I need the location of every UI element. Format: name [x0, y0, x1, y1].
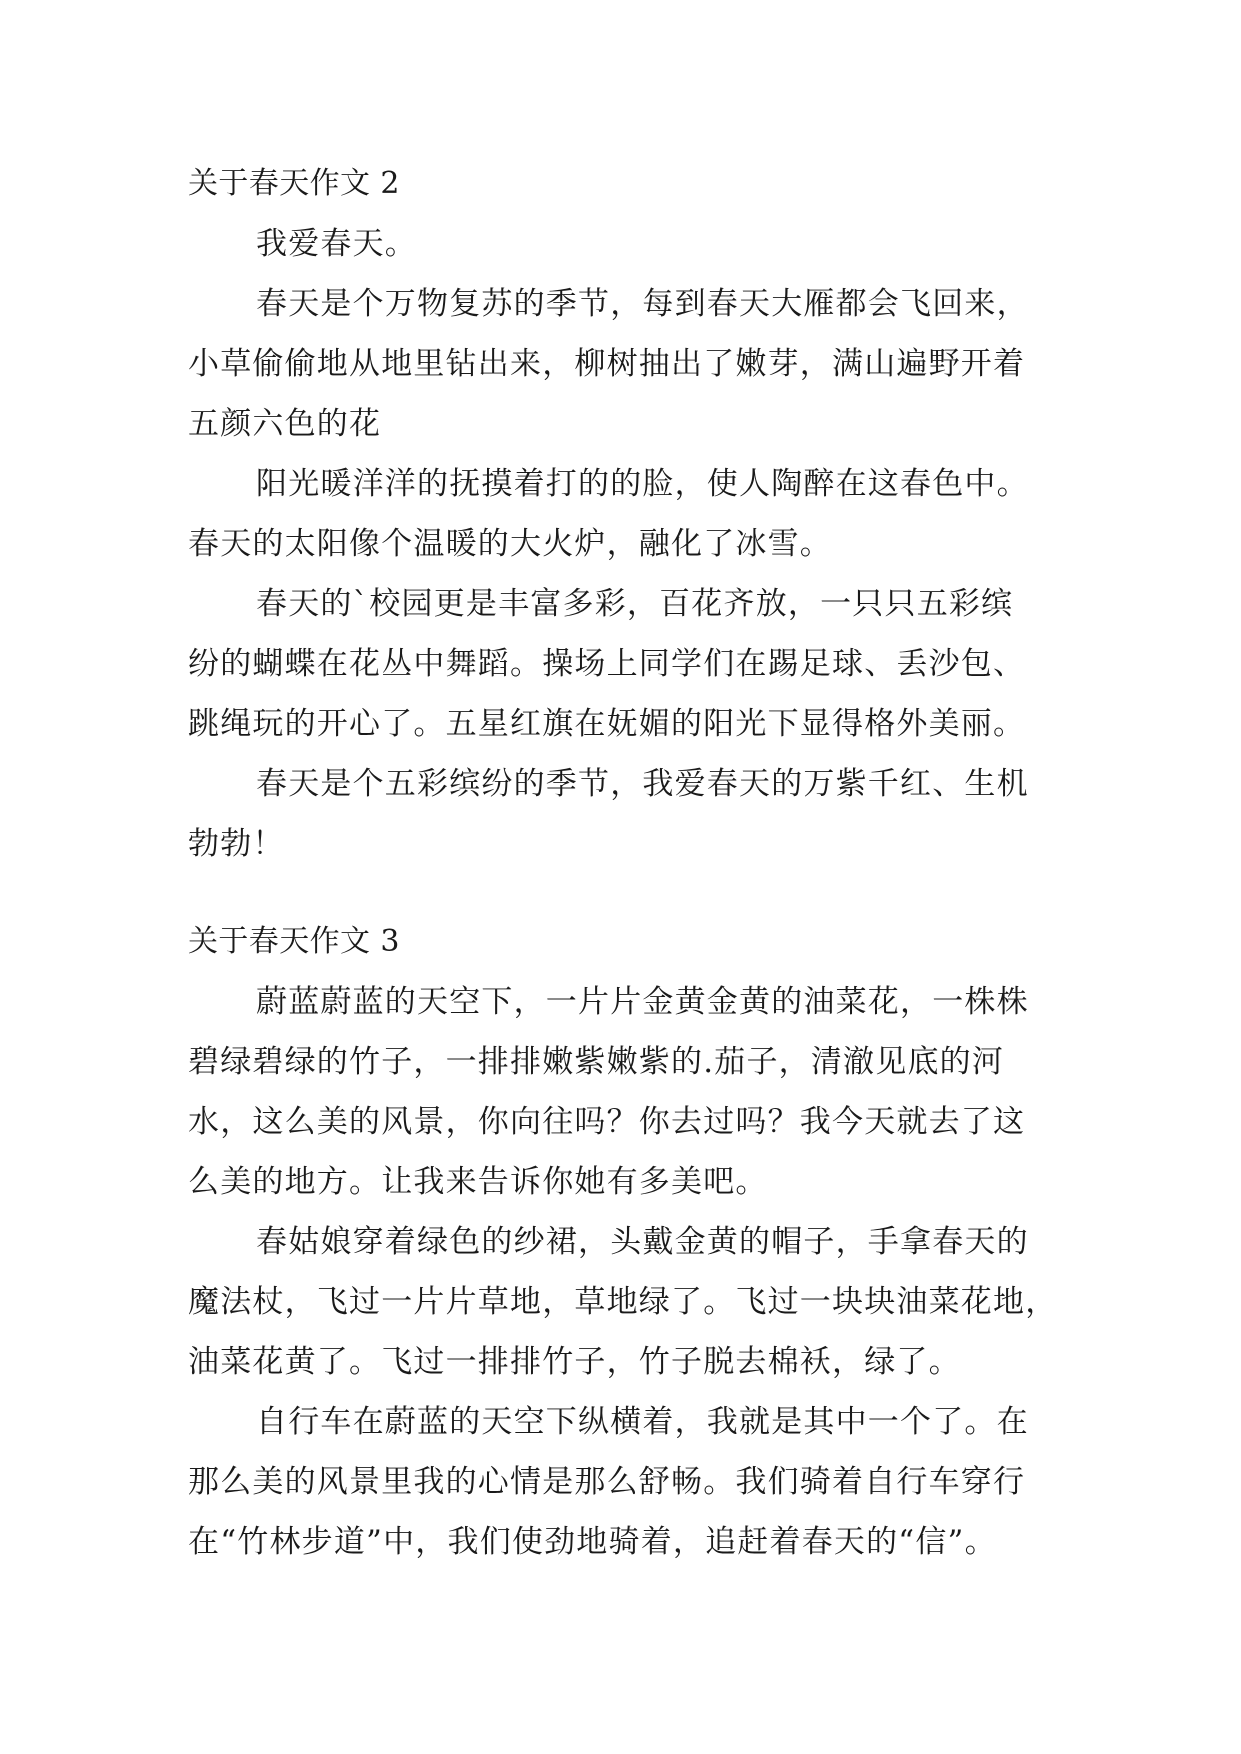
paragraph-line: 水，这么美的风景，你向往吗？你去过吗？我今天就去了这 [188, 1104, 1026, 1140]
paragraph-line: 春天的`校园更是丰富多彩，百花齐放，一只只五彩缤 [256, 586, 1014, 622]
paragraph-line: 魔法杖，飞过一片片草地，草地绿了。飞过一块块油菜花地， [188, 1284, 1058, 1320]
section-title: 关于春天作文 2 [188, 166, 400, 201]
paragraph-line: 纷的蝴蝶在花丛中舞蹈。操场上同学们在踢足球、丢沙包、 [188, 646, 1026, 682]
paragraph-line: 小草偷偷地从地里钻出来，柳树抽出了嫩芽，满山遍野开着 [188, 346, 1026, 382]
paragraph-line: 油菜花黄了。飞过一排排竹子，竹子脱去棉袄，绿了。 [188, 1344, 961, 1380]
paragraph-line: 在“竹林步道”中，我们使劲地骑着，追赶着春天的“信”。 [188, 1524, 997, 1560]
paragraph-line: 勃勃！ [188, 826, 285, 862]
paragraph-line: 阳光暖洋洋的抚摸着打的的脸，使人陶醉在这春色中。 [256, 466, 1029, 502]
paragraph-line: 碧绿碧绿的竹子，一排排嫩紫嫩紫的.茄子，清澈见底的河 [188, 1044, 1005, 1080]
paragraph-line: 春姑娘穿着绿色的纱裙，头戴金黄的帽子，手拿春天的 [256, 1224, 1029, 1260]
paragraph-line: 么美的地方。让我来告诉你她有多美吧。 [188, 1164, 768, 1200]
paragraph-line: 春天是个五彩缤纷的季节，我爱春天的万紫千红、生机 [256, 766, 1029, 802]
section-title: 关于春天作文 3 [188, 924, 400, 959]
paragraph-line: 那么美的风景里我的心情是那么舒畅。我们骑着自行车穿行 [188, 1464, 1026, 1500]
paragraph-line: 蔚蓝蔚蓝的天空下，一片片金黄金黄的油菜花，一株株 [256, 984, 1029, 1020]
paragraph-line: 自行车在蔚蓝的天空下纵横着，我就是其中一个了。在 [256, 1404, 1029, 1440]
paragraph-line: 春天的太阳像个温暖的大火炉，融化了冰雪。 [188, 526, 832, 562]
paragraph-line: 五颜六色的花 [188, 406, 382, 442]
paragraph-line: 我爱春天。 [256, 226, 417, 262]
paragraph-line: 春天是个万物复苏的季节，每到春天大雁都会飞回来， [256, 286, 1029, 322]
paragraph-line: 跳绳玩的开心了。五星红旗在妩媚的阳光下显得格外美丽。 [188, 706, 1026, 742]
